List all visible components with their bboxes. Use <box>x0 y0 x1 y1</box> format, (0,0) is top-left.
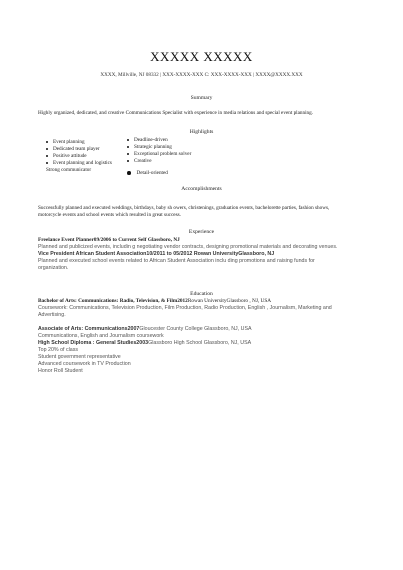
degree-title: High School Diploma : General Studies2003Glassboro High School Glassboro, NJ, USA <box>38 340 252 346</box>
degree-title: Bachelor of Arts: Communications: Radio, Television, & Film2012Rowan UniversityGlassboro , NJ, USA <box>38 298 272 304</box>
accomplishments-heading: Accomplishments <box>181 186 222 192</box>
education-heading: Education <box>190 291 213 297</box>
contact-info: XXXX, Millville, NJ 08332 | XXX-XXXX-XXX C: XXX-XXXX-XXX | XXXX@XXXX.XXX <box>100 72 303 78</box>
degree-detail: Top 20% of class <box>38 347 79 353</box>
highlight-item: Event planning and logistics <box>46 160 112 166</box>
degree-detail: Advertising. <box>38 312 66 318</box>
summary-text: Highly organized, dedicated, and creative Communications Specialist with experience in media relations and special event planning. <box>38 110 314 116</box>
degree-title: Associate of Arts: Communications2007Gloucester County College Glassboro, NJ, USA <box>38 326 252 332</box>
bullet-icon <box>46 141 48 143</box>
bullet-icon <box>127 160 129 162</box>
candidate-name: XXXXX XXXXX <box>150 49 253 64</box>
highlights-heading: Highlights <box>189 129 214 135</box>
degree-detail: Communications, English and Journalism coursework <box>38 333 164 339</box>
highlight-item: Positive attitude <box>46 153 87 159</box>
job-title: Vice President African Student Association10/2011 to 05/2012 Rowan UniversityGlassboro, NJ <box>38 251 275 257</box>
accomplishments-line: motorcycle events and school events which resulted in great success. <box>38 212 181 218</box>
highlight-item: Dedicated team player <box>46 146 100 152</box>
bullet-icon <box>46 155 48 157</box>
bullet-icon <box>127 139 129 141</box>
degree-detail: Coursework: Communications, Television Production, Film Production, Radio Production, English , Journalism, Marketing and <box>38 305 332 311</box>
job-title: Freelance Event Planner09/2006 to Current Self Glassboro, NJ <box>38 237 180 243</box>
summary-heading: Summary <box>190 95 213 101</box>
highlight-item: Creative <box>127 158 152 164</box>
bullet-icon <box>46 148 48 150</box>
experience-heading: Experience <box>188 229 215 235</box>
bullet-icon <box>127 171 131 175</box>
degree-detail: Advanced coursework in TV Production <box>38 361 131 367</box>
highlight-item: Exceptional problem solver <box>127 151 191 157</box>
highlight-item: Event planning <box>46 139 85 145</box>
degree-detail: Student government representative <box>38 354 121 360</box>
bullet-icon <box>127 153 129 155</box>
highlight-item: Strong communicator <box>46 167 92 173</box>
bullet-icon <box>46 162 48 164</box>
highlight-item: Strategic planning <box>127 144 172 150</box>
job-description: Planned and executed school events related to African Student Association inclu ding promotions and raising funds for <box>38 258 315 264</box>
job-description: organization. <box>38 265 69 271</box>
bullet-icon <box>127 146 129 148</box>
highlight-item: Detail-oriented <box>127 170 168 176</box>
degree-detail: Honor Roll Student <box>38 368 83 374</box>
highlight-item: Deadline-driven <box>127 137 168 143</box>
accomplishments-line: Successfully planned and executed weddings, birthdays, baby sh owers, christenings, graduation events, bachelorette parties, fashion shows, <box>38 205 330 211</box>
job-description: Planned and publicized events, includin g negotiating vendor contracts, designing promotional materials and decorating venues. <box>38 244 338 250</box>
